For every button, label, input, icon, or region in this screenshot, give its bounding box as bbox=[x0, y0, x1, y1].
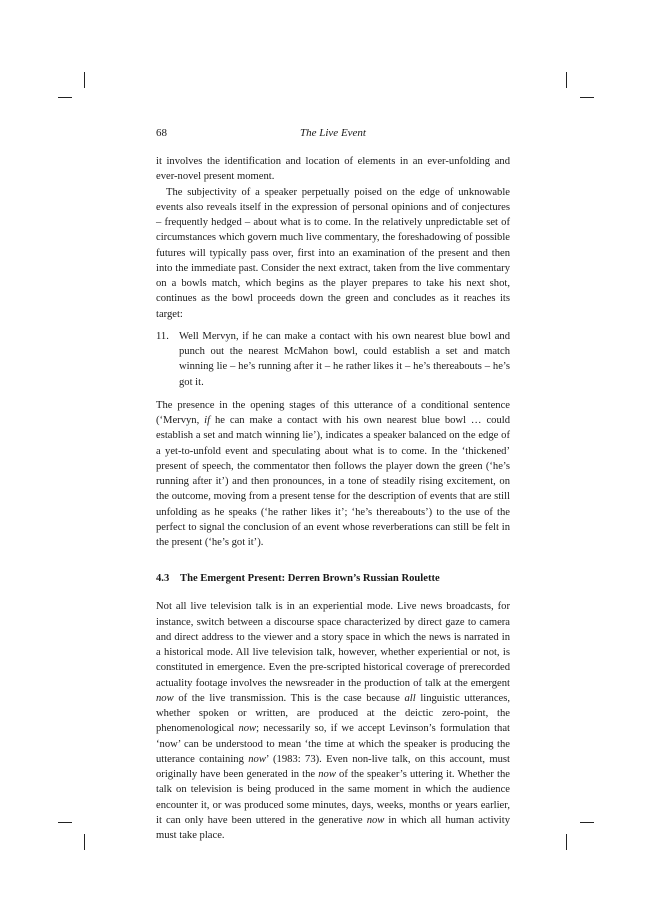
paragraph-continued: it involves the identification and location of elements in an ever-unfolding and ever-novel present moment. bbox=[156, 156, 510, 183]
section-heading bbox=[156, 571, 510, 586]
example-number: 11. bbox=[156, 330, 169, 342]
paragraph-subjectivity: The subjectivity of a speaker perpetually poised on the edge of unknowable events also reveals itself in the expression of personal opinions and of conjectures – frequently hedged – about what is to come. In the relatively unpredictable set of circumstances which govern much live commentary, the foreshadowing of possible futures will typically pass over, first into an examination of the present and then into the immediate past. Consider the next extract, taken from the live commentary on a bowls match, which begins as the player prepares to take his next shot, continues as the bowl proceeds down the green and concludes as it reaches its target: bbox=[156, 186, 510, 320]
section-title: The Emergent Present: Derren Brown’s Russian Roulette bbox=[180, 573, 440, 585]
example-11 bbox=[156, 329, 510, 390]
crop-mark-bottom-left-vertical bbox=[84, 834, 85, 850]
crop-mark-bottom-right-horizontal bbox=[580, 822, 594, 823]
paragraph-conditional: The presence in the opening stages of this utterance of a conditional sentence (‘Mervyn, if he can make a contact with his own nearest blue bowl … could establish a set and match winning lie’), indicates a speaker balanced on the edge of a yet-to-unfold event and speculating about what is to come. In the ‘thickened’ present of speech, the commentator then follows the player down the green (‘he’s running after it’) and then pronounces, in a tone of steadily rising excitement, on the outcome, moving from a present tense for the description of events that are still unfolding as he speaks (‘he rather likes it’; ‘he’s thereabouts’) to the use of the perfect to signal the conclusion of an event whose reverberations can still be felt in the present (‘he’s got it’). bbox=[156, 399, 510, 548]
crop-mark-top-right-horizontal bbox=[580, 97, 594, 98]
crop-mark-top-right-vertical bbox=[566, 72, 567, 88]
crop-mark-top-left-vertical bbox=[84, 72, 85, 88]
crop-mark-bottom-right-vertical bbox=[566, 834, 567, 850]
crop-mark-bottom-left-horizontal bbox=[58, 822, 72, 823]
page-number: 68 bbox=[156, 127, 167, 139]
running-header bbox=[156, 126, 510, 142]
section-number: 4.3 bbox=[156, 573, 170, 585]
book-page bbox=[156, 126, 510, 843]
example-text: Well Mervyn, if he can make a contact with his own nearest blue bowl and punch out the nearest McMahon bowl, could establish a set and match winning lie – he’s running after it – he rather likes it – he’s thereabouts – he’s got it. bbox=[179, 330, 510, 388]
crop-mark-top-left-horizontal bbox=[58, 97, 72, 98]
running-title: The Live Event bbox=[300, 127, 366, 139]
paragraph-emergent-present: Not all live television talk is in an experiential mode. Live news broadcasts, for instance, switch between a discourse space characterized by direct gaze to camera and direct address to the viewer and a story space in which the news is narrated in a historical mode. All live television talk, however, whether experiential or not, is constituted in emergence. Even the pre-scripted historical coverage of prerecorded actuality footage involves the newsreader in the production of talk at the emergent now of the live transmission. This is the case because all linguistic utterances, whether spoken or written, are produced at the deictic zero-point, the phenomenological now; necessarily so, if we accept Levinson’s formulation that ‘now’ can be understood to mean ‘the time at which the speaker is producing the utterance containing now’ (1983: 73). Even non-live talk, on this account, must originally have been generated in the now of the speaker’s uttering it. Whether the talk on television is being produced in the same moment in which the audience encounter it, or was produced some minutes, days, weeks, months or years earlier, it can only have been uttered in the generative now in which all human activity must take place. bbox=[156, 601, 510, 841]
